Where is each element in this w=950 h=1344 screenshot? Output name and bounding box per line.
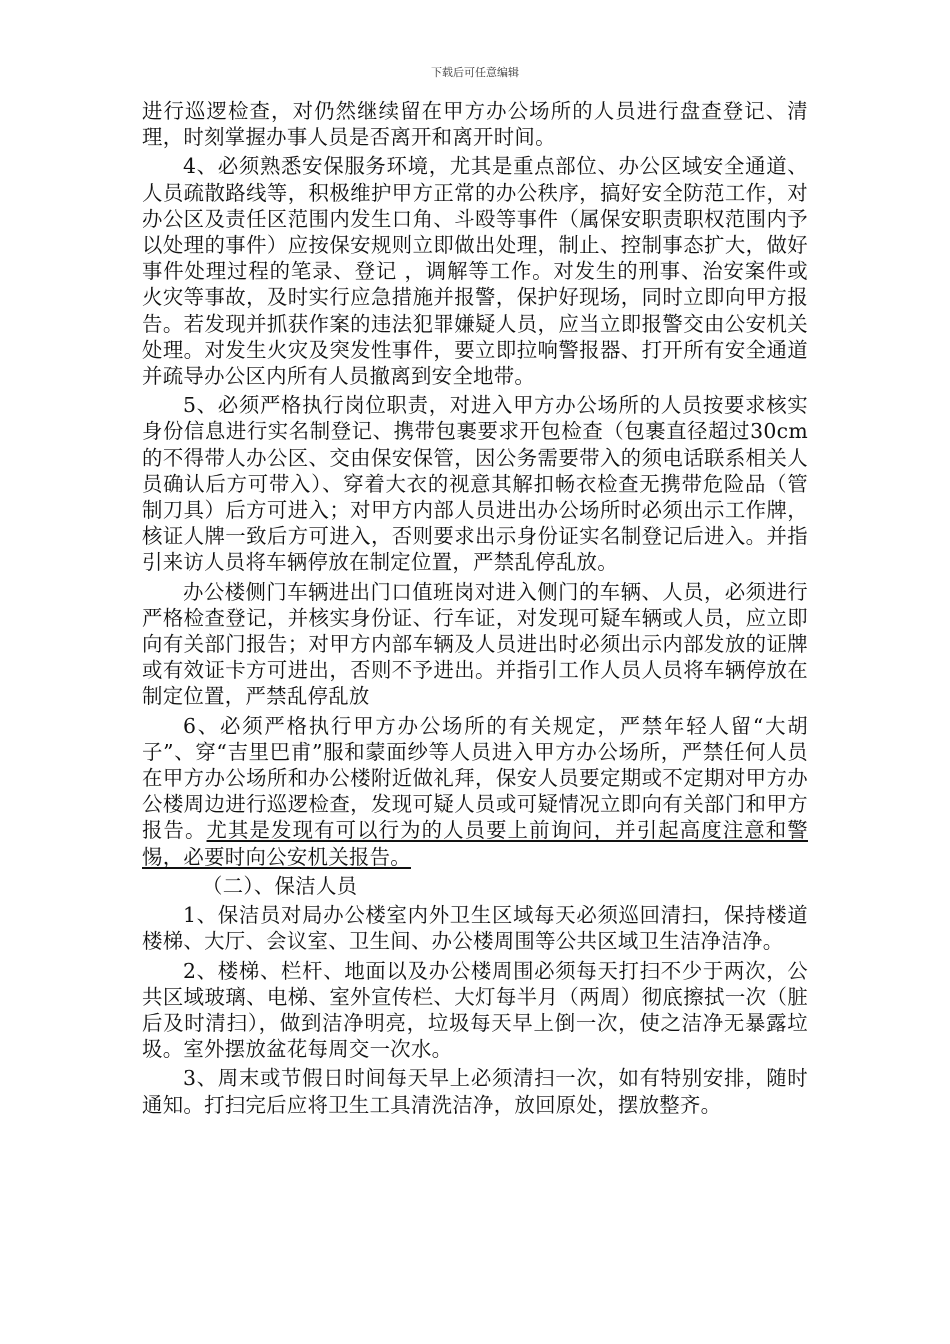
section-heading-cleaning-staff: （二）、保洁人员: [202, 873, 358, 898]
document-body: [142, 98, 808, 1121]
paragraph-item-6: [142, 713, 808, 870]
paragraph-item-6-text: 6、必须严格执行甲方办公场所的有关规定，严禁年轻人留“大胡子”、穿“吉里巴甫”服和蒙面纱等人员进入甲方办公场所，严禁任何人员在甲方办公场所和办公楼附近做礼拜，保安人员要定期或不定期对甲方办公楼周边进行巡逻检查，发现可疑人员或可疑情况立即向有关部门和甲方报告。: [142, 713, 808, 843]
underlined-text: 尤其是发现有可以行为的人员要上前询问，并引起高度注意和警惕，必要时向公安机关报告。: [142, 818, 808, 869]
paragraph-side-gate: 办公楼侧门车辆进出门口值班岗对进入侧门的车辆、人员，必须进行严格检查登记，并核实身份证、行车证，对发现可疑车辆或人员，应立即向有关部门报告；对甲方内部车辆及人员进出时必须出示内部发放的证牌或有效证卡方可进出，否则不予进出。并指引工作人员人员将车辆停放在制定位置，严禁乱停乱放: [142, 579, 808, 709]
page-header: 下载后可任意编辑: [431, 66, 519, 79]
paragraph-item-5: 5、必须严格执行岗位职责，对进入甲方办公场所的人员按要求核实身份信息进行实名制登记、携带包裹要求开包检查（包裹直径超过30cm的不得带人办公区、交由保安保管，因公务需要带入的须电话联系相关人员确认后方可带入）、穿着大衣的视意其解扣畅衣检查无携带危险品（管制刀具）后方可进入；对甲方内部人员进出办公场所时必须出示工作牌，核证人牌一致后方可进入，否则要求出示身份证实名制登记后进入。并指引来访人员将车辆停放在制定位置，严禁乱停乱放。: [142, 393, 808, 575]
paragraph-item-4: 4、必须熟悉安保服务环境，尤其是重点部位、办公区域安全通道、人员疏散路线等，积极维护甲方正常的办公秩序，搞好安全防范工作，对办公区及责任区范围内发生口角、斗殴等事件（属保安职责职权范围内予以处理的事件）应按保安规则立即做出处理，制止、控制事态扩大，做好事件处理过程的笔录、登记 ，调解等工作。对发生的刑事、治安案件或火灾等事故，及时实行应急措施并报警，保护好现场，同时立即向甲方报告。若发现并抓获作案的违法犯罪嫌疑人员，应当立即报警交由公安机关处理。对发生火灾及突发性事件，要立即拉响警报器、打开所有安全通道并疏导办公区内所有人员撤离到安全地带。: [142, 154, 808, 389]
paragraph-continuation: 进行巡逻检查，对仍然继续留在甲方办公场所的人员进行盘查登记、清理，时刻掌握办事人员是否离开和离开时间。: [142, 99, 808, 150]
paragraph-cleaning-2: 2、楼梯、栏杆、地面以及办公楼周围必须每天打扫不少于两次，公共区域玻璃、电梯、室外宣传栏、大灯每半月（两周）彻底擦拭一次（脏后及时清扫），做到洁净明亮，垃圾每天早上倒一次，使之洁净无暴露垃圾。室外摆放盆花每周交一次水。: [142, 958, 808, 1062]
paragraph-cleaning-1: 1、保洁员对局办公楼室内外卫生区域每天必须巡回清扫，保持楼道楼梯、大厅、会议室、卫生间、办公楼周围等公共区域卫生洁净洁净。: [142, 903, 808, 954]
paragraph-cleaning-3: 3、周末或节假日时间每天早上必须清扫一次，如有特别安排，随时通知。打扫完后应将卫生工具清洗洁净，放回原处，摆放整齐。: [142, 1066, 808, 1117]
